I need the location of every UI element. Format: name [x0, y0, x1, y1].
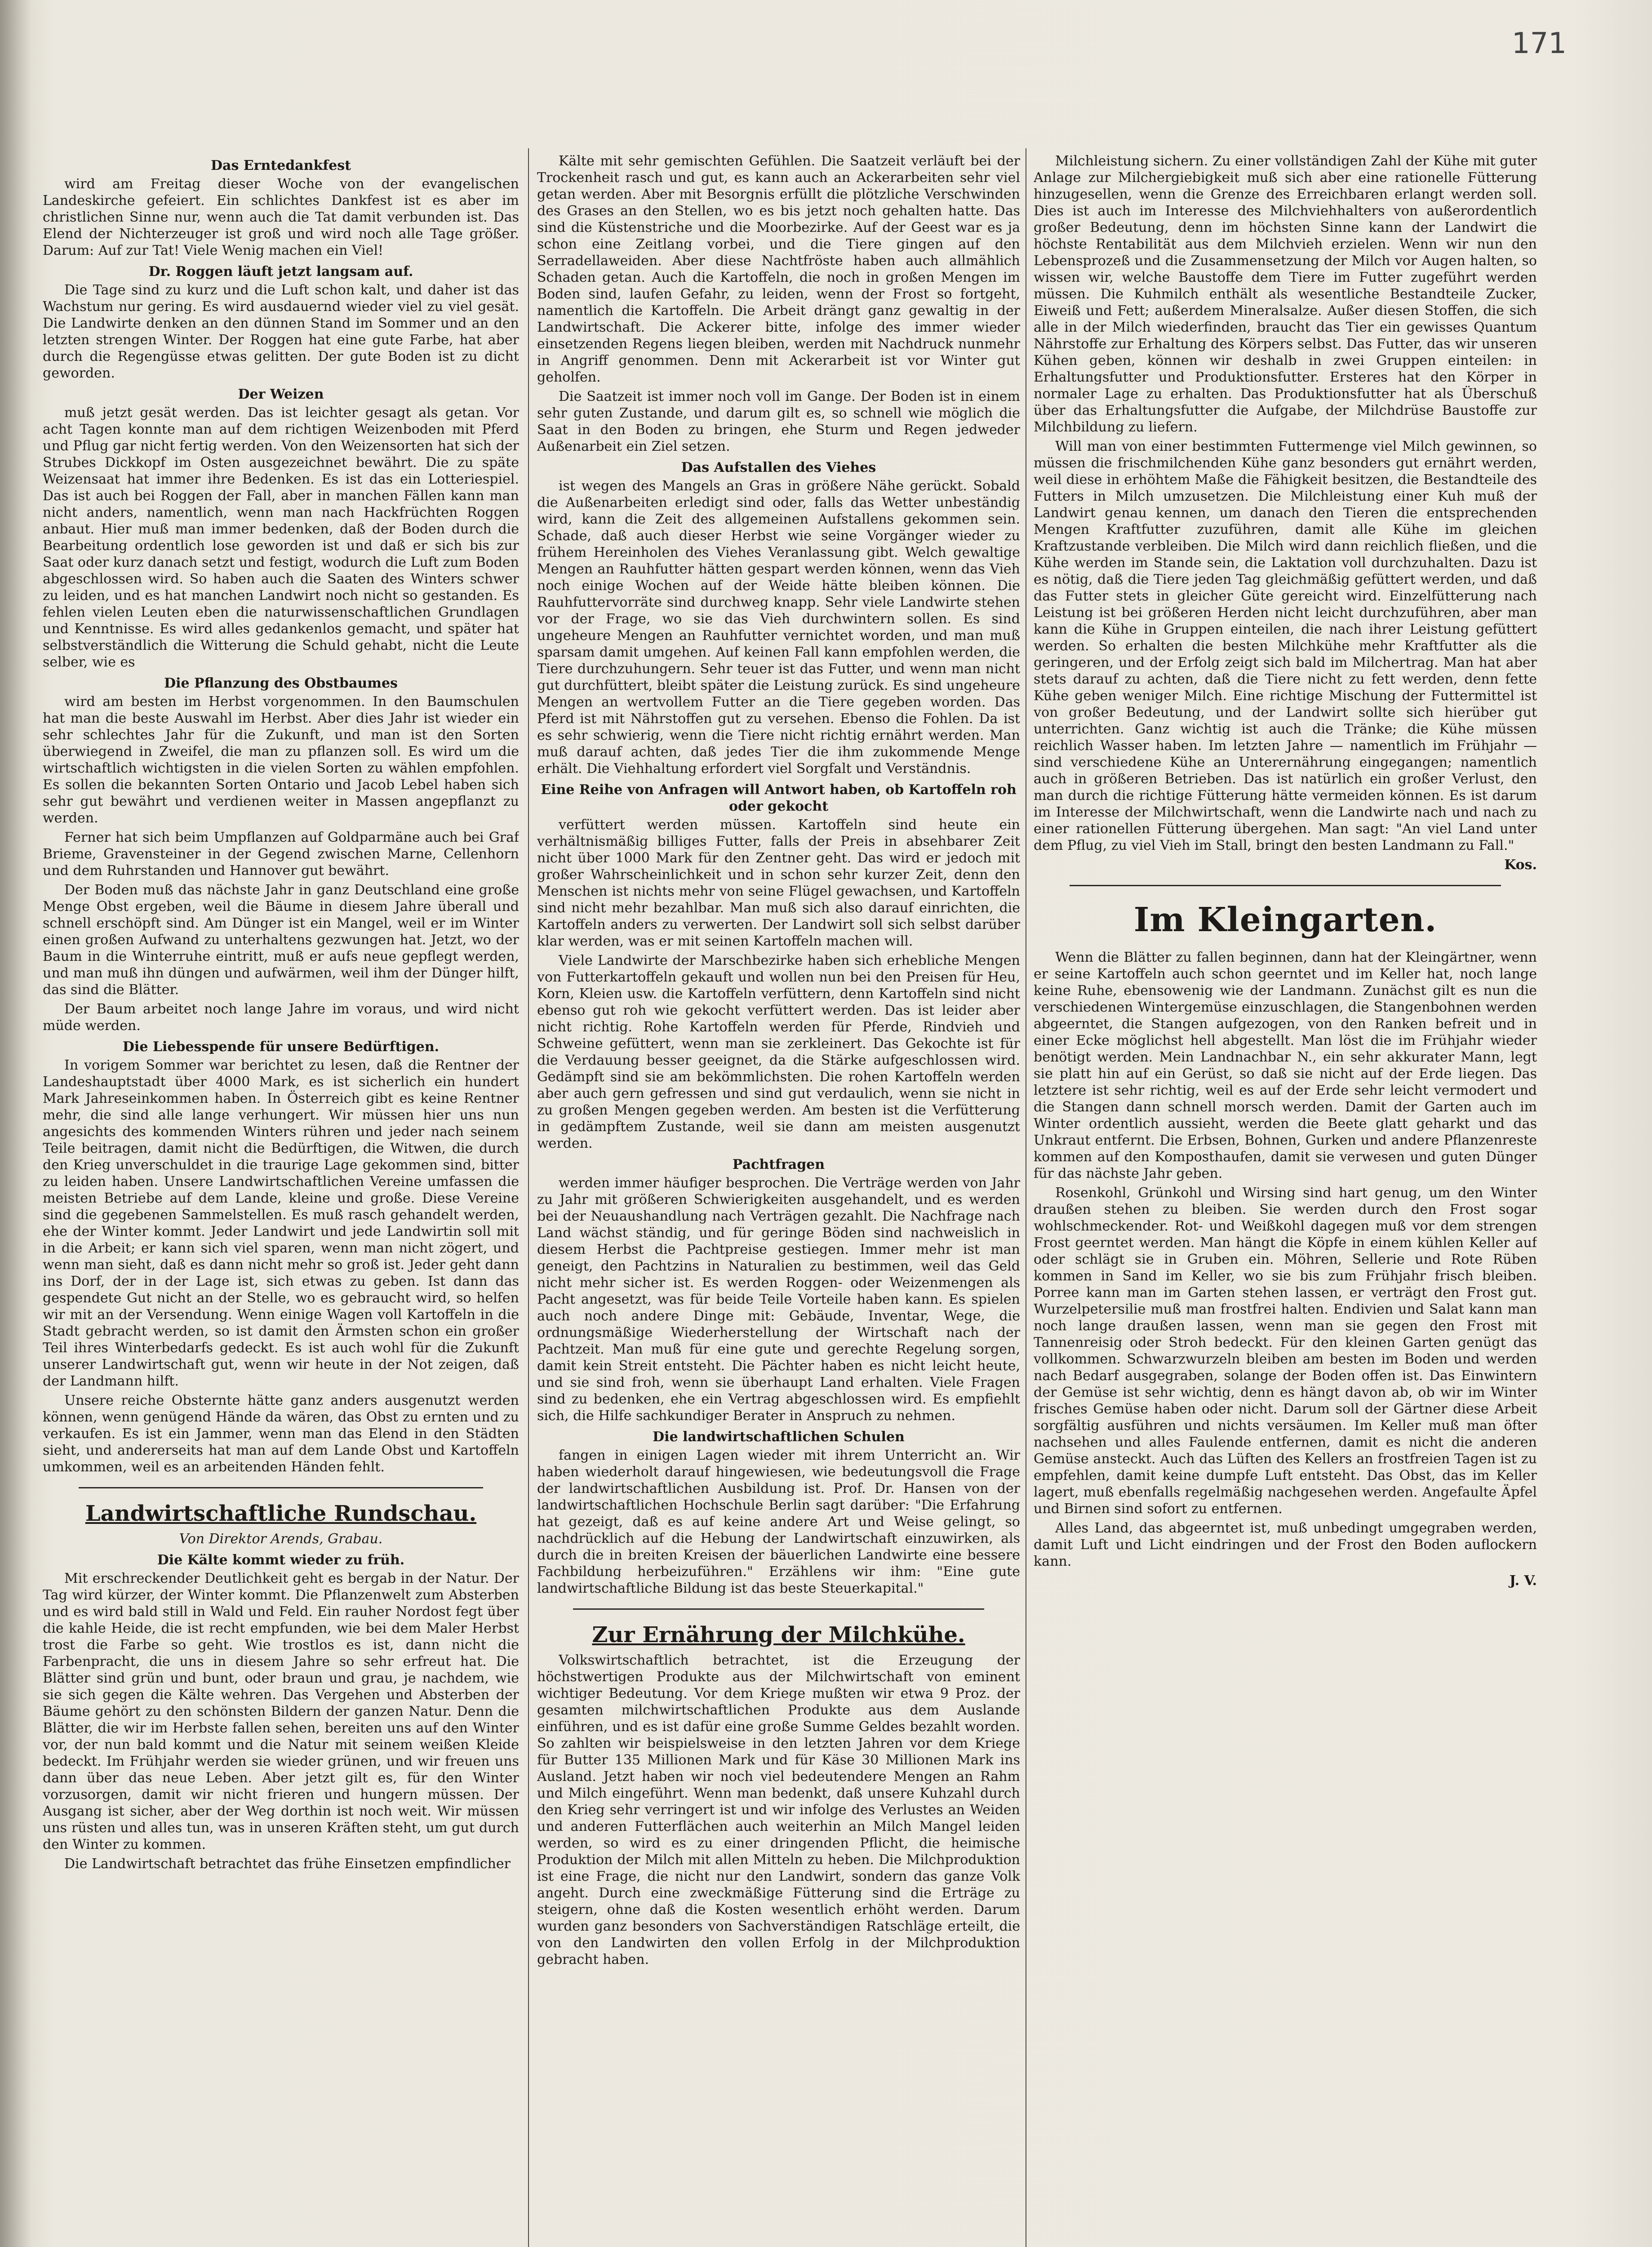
section-heading: Der Weizen: [238, 386, 324, 402]
paragraph: Ferner hat sich beim Umpflanzen auf Goldparmäne auch bei Graf Brieme, Gravensteiner in der Gegend zwischen Marne, Cellenhorn und dem Ruhrstanden und Hannover gut bewährt.: [43, 830, 519, 879]
section-heading: Die Pflanzung des Obstbaumes: [164, 675, 398, 691]
section-heading: Das Erntedankfest: [211, 158, 351, 173]
paragraph: werden immer häufiger besprochen. Die Verträge werden von Jahr zu Jahr mit größeren Schwierigkeiten ausgehandelt, und es werden bei der Neuaushandlung nach Verträgen gezahlt. Die Nachfrage nach Land wächst ständig, und für geringe Böden sind nachweislich in diesem Herbst die Pachtpreise gestiegen. Immer mehr ist man geneigt, den Pachtzins in Naturalien zu bestimmen, weil das Geld nicht mehr sicher ist. Es werden Roggen- oder Weizenmengen als Pacht angesetzt, was für beide Teile Vorteile haben kann. Es spielen auch noch andere Dinge mit: Gebäude, Inventar, Wege, die ordnungsmäßige Wiederherstellung der Wirtschaft nach der Pachtzeit. Man muß für eine gute und gerechte Regelung sorgen, damit kein Streit entsteht. Die Pächter haben es nicht leicht heute, und sie sind froh, wenn sie überhaupt Land erhalten. Viele Fragen sind zu bedenken, ehe ein Vertrag abgeschlossen wird. Es empfiehlt sich, die Hilfe sachkundiger Berater in Anspruch zu nehmen.: [537, 1175, 1020, 1424]
paragraph: Die Landwirtschaft betrachtet das frühe Einsetzen empfindlicher: [64, 1856, 511, 1872]
paragraph: Milchleistung sichern. Zu einer vollständigen Zahl der Kühe mit guter Anlage zur Milchergiebigkeit muß sich aber eine rationelle Fütterung hinzugesellen, wenn die Grenze des Erreichbaren erlangt werden soll. Dies ist auch im Interesse des Milchviehhalters von außerordentlich großer Bedeutung, denn im höchsten Sinne kann der Landwirt die höchste Rentabilität aus dem Milchvieh erzielen. Wenn wir nun den Lebensprozeß und die Zusammensetzung der Milch vor Augen halten, so wissen wir, welche Baustoffe dem Tiere im Futter zugeführt werden müssen. Die Kuhmilch enthält als wesentliche Bestandteile Zucker, Eiweiß und Fett; außerdem Mineralsalze. Außer diesen Stoffen, die sich alle in der Milch wiederfinden, braucht das Tier ein gewisses Quantum Nährstoffe zur Erhaltung des Körpers selbst. Das Futter, das wir unseren Kühen geben, können wir deshalb in zwei Gruppen einteilen: in Erhaltungsfutter und Produktionsfutter. Ersteres hat den Körper in normaler Lage zu erhalten. Das Produktionsfutter hat als Überschuß über das Erhaltungsfutter die Aufgabe, der Milchdrüse Baustoffe zur Milchbildung zu liefern.: [1034, 153, 1537, 435]
paragraph: Viele Landwirte der Marschbezirke haben sich erhebliche Mengen von Futterkartoffeln gekauft und wollen nun bei den Preisen für Heu, Korn, Kleien usw. die Kartoffeln verfüttern, denn Kartoffeln sind nicht ebenso gut roh wie gekocht verfüttert werden. Das ist leider aber nicht richtig. Rohe Kartoffeln werden für Pferde, Rindvieh und Schweine gefüttert, wenn man sie zerkleinert. Das Gekochte ist für die Verdauung besser geeignet, da die Stärke aufgeschlossen wird. Gedämpft sind sie am bekömmlichsten. Die rohen Kartoffeln werden aber auch gern gefressen und sind gut verdaulich, wenn sie nicht in zu großen Mengen gegeben werden. Am besten ist die Verfütterung in gedämpftem Zustande, weil sie dann am meisten ausgenutzt werden.: [537, 953, 1020, 1151]
section-heading: Eine Reihe von Anfragen will Antwort haben, ob Kartoffeln roh oder gekocht: [541, 782, 1017, 814]
paragraph: Der Boden muß das nächste Jahr in ganz Deutschland eine große Menge Obst ergeben, weil die Bäume in diesem Jahre überall und schnell erschöpft sind. Am Dünger ist ein Mangel, weil er im Winter einen großen Aufwand zu unterhaltens gezwungen hat. Jetzt, wo der Baum in die Winterruhe eintritt, muß er aufs neue gepflegt werden, und man muß ihn düngen und aufwärmen, weil ihm der Dünger hilft, das sind die Blätter.: [43, 882, 519, 998]
paragraph: Die Saatzeit ist immer noch voll im Gange. Der Boden ist in einem sehr guten Zustande, und darum gilt es, so schnell wie möglich die Saat in den Boden zu bringen, ehe Sturm und Regen jedweder Außenarbeit ein Ziel setzen.: [537, 389, 1020, 454]
paragraph: Mit erschreckender Deutlichkeit geht es bergab in der Natur. Der Tag wird kürzer, der Winter kommt. Die Pflanzenwelt zum Absterben und es wird bald still in Wald und Feld. Ein rauher Nordost fegt über die kahle Heide, die ist recht empfunden, wie bei dem Maler Herbst trost die Farbe so geht. Wie trostlos es ist, dann nicht die Farbenpracht, die uns in diesem Jahre so sehr erfreut hat. Die Blätter sind grün und bunt, oder braun und grau, je nachdem, wie sie sich gegen die Kälte wehren. Das Vergehen und Absterben der Bäume gehört zu den schönsten Bildern der ganzen Natur. Denn die Blätter, die wir im Herbste fallen sehen, bereiten uns auf den Winter vor, der nun bald kommt und die Natur mit seinem weißen Kleide bedeckt. Im Frühjahr werden sie wieder grünen, und wir freuen uns dann über das neue Leben. Aber jetzt gilt es, für den Winter vorzusorgen, damit wir nicht frieren und hungern müssen. Der Ausgang ist sicher, aber der Weg dorthin ist noch weit. Wir müssen uns rüsten und alles tun, was in unseren Kräften steht, um gut durch den Winter zu kommen.: [43, 1571, 519, 1852]
paragraph: Alles Land, das abgeerntet ist, muß unbedingt umgegraben werden, damit Luft und Licht eindringen und der Frost den Boden auflockern kann.: [1034, 1520, 1537, 1569]
paragraph: wird am Freitag dieser Woche von der evangelischen Landeskirche gefeiert. Ein schlichtes Dankfest ist es aber im christlichen Sinne nur, wenn auch die Tat damit verbunden ist. Das Elend der Nichterzeuger ist groß und wird noch alle Tage größer. Darum: Auf zur Tat! Viele Wenig machen ein Viel!: [43, 176, 519, 258]
paragraph: fangen in einigen Lagen wieder mit ihrem Unterricht an. Wir haben wiederholt darauf hingewiesen, wie bedeutungsvoll die Frage der landwirtschaftlichen Ausbildung ist. Prof. Dr. Hansen von der landwirtschaftlichen Hochschule Berlin sagt darüber: "Die Erfahrung hat gezeigt, daß es auf keine andere Art und Weise gelingt, so nachdrücklich auf die Hebung der Landwirtschaft einzuwirken, als durch die in breiten Kreisen der bäuerlichen Landwirte eine bessere Fachbildung herbeizuführen." Erzählens wir ihm: "Eine gute landwirtschaftliche Bildung ist das beste Steuerkapital.": [537, 1448, 1020, 1596]
column-rule: [528, 148, 529, 2247]
paragraph: muß jetzt gesät werden. Das ist leichter gesagt als getan. Vor acht Tagen konnte man auf dem richtigen Weizenboden mit Pferd und Pflug gar nicht fertig werden. Von den Weizensorten hat sich der Strubes Dickkopf im Osten ausgezeichnet bewährt. Die zu späte Weizensaat hat immer ihre Bedenken. Es ist das ein Lotteriespiel. Das ist auch bei Roggen der Fall, aber in manchen Fällen kann man nicht anders, namentlich, wenn man nach Hackfrüchten Roggen anbaut. Hier muß man immer bedenken, daß der Boden durch die Bearbeitung ordentlich lose geworden ist und daß er sich bis zur Saat oder kurz danach setzt und festigt, wodurch die Luft zum Boden abgeschlossen wird. So haben auch die Saaten des Winters schwer zu leiden, und es hat manchen Landwirt noch nicht so gestanden. Es fehlen vielen Leuten eben die naturwissenschaftlichen Grundlagen und Kenntnisse. Es wird alles gedankenlos gemacht, und später hat selbstverständlich die Witterung die Schuld gehabt, nicht die Leute selber, wie es: [43, 405, 519, 670]
divider: [573, 1608, 984, 1610]
section-heading: Die Kälte kommt wieder zu früh.: [157, 1552, 405, 1568]
section-heading: Dr. Roggen läuft jetzt langsam auf.: [148, 264, 413, 280]
divider: [79, 1487, 483, 1488]
column-3: [1034, 153, 1537, 2247]
byline: Von Direktor Arends, Grabau.: [179, 1531, 383, 1547]
paragraph: ist wegen des Mangels an Gras in größere Nähe gerückt. Sobald die Außenarbeiten erledigt sind oder, falls das Wetter unbeständig wird, kann die Zeit des allgemeinen Aufstallens gekommen sein. Schade, daß auch dieser Herbst wie seine Vorgänger wieder zu frühem Hereinholen des Viehes Veranlassung gibt. Welch gewaltige Mengen an Rauhfutter hätten gespart werden können, wenn das Vieh noch einige Wochen auf der Weide hätte bleiben können. Die Rauhfuttervorräte sind durchweg knapp. Sehr viele Landwirte stehen vor der Frage, wo sie das Vieh durchwintern sollen. Es sind ungeheure Mengen an Rauhfutter vernichtet worden, und man muß sparsam damit umgehen. Auf keinen Fall kann empfohlen werden, die Tiere durchzuhungern. Sehr teuer ist das Futter, und wenn man nicht gut durchfüttert, bleibt später die Leistung zurück. Es sind ungeheure Mengen an wertvollem Futter an die Tiere gegeben worden. Das Pferd ist mit Nährstoffen gut zu versehen. Ebenso die Fohlen. Da ist es sehr schwierig, wenn die Tiere nicht richtig ernährt werden. Man muß darauf achten, daß jedes Tier die ihm zukommende Menge erhält. Die Viehhaltung erfordert viel Sorgfalt und Verständnis.: [537, 478, 1020, 777]
binding-shadow: [0, 0, 31, 2247]
paragraph: wird am besten im Herbst vorgenommen. In den Baumschulen hat man die beste Auswahl im Herbst. Aber dies Jahr ist wieder ein sehr schlechtes Jahr für die Zukunft, und man ist den Sorten überwiegend in Zweifel, die man zu pflanzen soll. Es wird um die wirtschaftlich wichtigsten in die vielen Sorten zu wählen empfohlen. Es sollen die bekannten Sorten Ontario und Jacob Lebel haben sich sehr gut bewährt und verdienen weiter in Massen angepflanzt zu werden.: [43, 694, 519, 826]
paragraph: Kälte mit sehr gemischten Gefühlen. Die Saatzeit verläuft bei der Trockenheit rasch und gut, es kann auch an Ackerarbeiten sehr viel getan werden. Aber mit Besorgnis erfüllt die plötzliche Verschwinden des Grases an den Stellen, wo es bis jetzt noch gehalten hatte. Das sind die Küstenstriche und die Moorbezirke. Auf der Geest war es ja schon eine Zeitlang vorbei, und die Tiere gingen auf den Serradellaweiden. Aber diese Nachtfröste haben auch allmählich Schaden getan. Auch die Kartoffeln, die noch in großen Mengen im Boden sind, laufen Gefahr, zu leiden, wenn der Frost so fortgeht, namentlich die Kartoffeln. Die Arbeit drängt ganz gewaltig in der Landwirtschaft. Die Ackerer bitte, infolge des immer wieder einsetzenden Regens liegen bleiben, werden mit Nachdruck nunmehr in Angriff genommen. Denn mit Ackerarbeit ist vor Winter gut geholfen.: [537, 153, 1020, 385]
article-headline: Landwirtschaftliche Rundschau.: [85, 1501, 477, 1526]
divider: [1070, 885, 1501, 886]
paragraph: Unsere reiche Obsternte hätte ganz anders ausgenutzt werden können, wenn genügend Hände da wären, das Obst zu ernten und zu verkaufen. Es ist ein Jammer, wenn man das Elend in den Städten sieht, und andererseits hat man auf dem Lande Obst und Kartoffeln umkommen, weil es an arbeitenden Händen fehlt.: [43, 1393, 519, 1475]
article-headline: Im Kleingarten.: [1133, 901, 1437, 939]
paragraph: Will man von einer bestimmten Futtermenge viel Milch gewinnen, so müssen die frischmilchenden Kühe ganz besonders gut ernährt werden, weil diese in erhöhtem Maße die Fähigkeit besitzen, die Bestandteile des Futters in Milch umzusetzen. Die Milchleistung einer Kuh muß der Landwirt genau kennen, um danach den Tieren die entsprechenden Mengen Kraftfutter zuzuführen, damit alle Kühe im gleichen Kraftzustande verbleiben. Die Milch wird dann reichlich fließen, und die Kühe werden im Stande sein, die Laktation voll durchzuhalten. Dazu ist es nötig, daß die Tiere jeden Tag gleichmäßig gefüttert werden, und daß das Futter stets in gleicher Güte gereicht wird. Einzelfütterung nach Leistung ist bei größeren Herden nicht leicht durchzuführen, aber man kann die Kühe in Gruppen einteilen, die nach ihrer Leistung gefüttert werden. So erhalten die besten Milchkühe mehr Kraftfutter als die geringeren, und der Erfolg zeigt sich bald im Milchertrag. Man hat aber stets darauf zu achten, daß die Tiere nicht zu fett werden, denn fette Kühe geben weniger Milch. Eine richtige Mischung der Futtermittel ist von großer Bedeutung, und der Landwirt sollte sich hierüber gut unterrichten. Ganz wichtig ist auch die Tränke; die Kühe müssen reichlich Wasser haben. Im letzten Jahre — namentlich im Frühjahr — sind verschiedene Kühe an Unterernährung eingegangen; namentlich auch in größeren Betrieben. Das ist natürlich ein großer Verlust, den man durch die richtige Fütterung hätte vermeiden können. Es ist darum im Interesse der Milchwirtschaft, wenn die Landwirte nach und nach zu einer rationellen Fütterung übergehen. Man sagt: "An viel Land unter dem Pflug, zu viel Vieh im Stall, bringt den besten Landmann zu Fall.": [1034, 439, 1537, 853]
paragraph: verfüttert werden müssen. Kartoffeln sind heute ein verhältnismäßig billiges Futter, falls der Preis in absehbarer Zeit nicht über 1000 Mark für den Zentner geht. Das wird er jedoch mit großer Wahrscheinlichkeit und in schon sehr kurzer Zeit, denn den Menschen ist nichts mehr von seine Flügel gewachsen, und Kartoffeln sind nicht mehr bezahlbar. Man muß sich also darauf einrichten, die Kartoffeln anders zu verwerten. Der Landwirt soll sich selbst darüber klar werden, was er mit seinen Kartoffeln machen will.: [537, 817, 1020, 949]
paragraph: Die Tage sind zu kurz und die Luft schon kalt, und daher ist das Wachstum nur gering. Es wird ausdauernd wieder viel zu viel gesät. Die Landwirte denken an den dünnen Stand im Sommer und an den letzten strengen Winter. Der Roggen hat eine gute Farbe, hat aber durch die Regengüsse etwas gelitten. Der gute Boden ist zu dicht geworden.: [43, 282, 519, 381]
paragraph: Rosenkohl, Grünkohl und Wirsing sind hart genug, um den Winter draußen stehen zu bleiben. Sie werden durch den Frost sogar wohlschmeckender. Rot- und Weißkohl dagegen muß vor dem strengen Frost geerntet werden. Man hängt die Köpfe in einem kühlen Keller auf oder schlägt sie in Gruben ein. Möhren, Sellerie und Rote Rüben kommen in Sand im Keller, wo sie bis zum Frühjahr frisch bleiben. Porree kann man im Garten stehen lassen, er verträgt den Frost gut. Wurzelpetersilie muß man frostfrei halten. Endivien und Salat kann man noch lange draußen lassen, wenn man sie gegen den Frost mit Tannenreisig oder Stroh bedeckt. Für den kleinen Garten genügt das vollkommen. Schwarzwurzeln bleiben am besten im Boden und werden nach Bedarf ausgegraben, solange der Boden offen ist. Das Einwintern der Gemüse ist sehr wichtig, denn es hängt davon ab, ob wir im Winter frisches Gemüse haben oder nicht. Darum soll der Gärtner diese Arbeit sorgfältig ausführen und nichts versäumen. Im Keller muß man öfter nachsehen und alles Faulende entfernen, damit es nicht die anderen Gemüse ansteckt. Auch das Lüften des Kellers an frostfreien Tagen ist zu empfehlen, damit keine dumpfe Luft entsteht. Das Obst, das im Keller lagert, muß ebenfalls regelmäßig nachgesehen werden. Angefaulte Äpfel und Birnen sind sofort zu entfernen.: [1034, 1185, 1537, 1517]
section-heading: Die landwirtschaftlichen Schulen: [653, 1429, 905, 1445]
column-1: [43, 153, 519, 2247]
paragraph: Wenn die Blätter zu fallen beginnen, dann hat der Kleingärtner, wenn er seine Kartoffeln auch schon geerntet und im Keller hat, noch lange keine Ruhe, ebensowenig wie der Landmann. Zunächst gilt es nun die verschiedenen Wintergemüse einzuschlagen, die Stangenbohnen werden abgeerntet, die Stangen aufgezogen, von den Ranken befreit und in einer Ecke möglichst hell abgestellt. Man löst die im Frühjahr wieder benötigt werden. Mein Landnachbar N., ein sehr akkurater Mann, legt sie platt hin auf ein Gerüst, so daß sie nicht auf der Erde liegen. Das letztere ist sehr richtig, weil es auf der Erde sehr leicht vermodert und die Stangen dann schnell morsch werden. Damit der Garten auch im Winter ordentlich aussieht, werden die Beete glatt geharkt und das Unkraut entfernt. Die Erbsen, Bohnen, Gurken und andere Pflanzenreste kommen auf den Komposthaufen, damit sie verwesen und guten Dünger für das nächste Jahr geben.: [1034, 950, 1537, 1181]
paragraph: In vorigem Sommer war berichtet zu lesen, daß die Rentner der Landeshauptstadt über 4000 Mark, es ist sicherlich ein hundert Mark Jahreseinkommen haben. In Österreich gibt es keine Rentner mehr, die sind alle lange verhungert. Wir müssen hier uns nun angesichts des kommenden Winters rühren und jeder nach seinem Teile beitragen, damit nicht die Bedürftigen, die Witwen, die durch den Krieg unverschuldet in die traurige Lage gekommen sind, bitter zu leiden haben. Unsere Landwirtschaftlichen Vereine umfassen die meisten Betriebe auf dem Lande, kleine und große. Diese Vereine sind die gegebenen Sammelstellen. Es muß rasch gehandelt werden, ehe der Winter kommt. Jeder Landwirt und jede Landwirtin soll mit in die Arbeit; er kann sich viel sparen, wenn man nicht zögert, und wenn man sieht, daß es dann nicht mehr so groß ist. Jeder geht dann ins Dorf, der in der Lage ist, sich etwas zu geben. Ist dann das gespendete Gut nicht an der Stelle, wo es gebraucht wird, so helfen wir mit an der Versendung. Wenn einige Wagen voll Kartoffeln in die Stadt gebracht werden, so ist damit den Ärmsten schon ein großer Teil ihres Winterbedarfs gedeckt. Es ist auch wohl für die Zukunft unserer Landwirtschaft gut, wenn wir heute in der Not zeigen, daß der Landmann hilft.: [43, 1057, 519, 1389]
paragraph: Der Baum arbeitet noch lange Jahre im voraus, und wird nicht müde werden.: [43, 1001, 519, 1034]
section-heading: Das Aufstallen des Viehes: [681, 460, 876, 475]
column-2: [537, 153, 1020, 2247]
section-heading: Die Liebesspende für unsere Bedürftigen.: [122, 1039, 440, 1055]
paragraph: Volkswirtschaftlich betrachtet, ist die Erzeugung der höchstwertigen Produkte aus der Milchwirtschaft von eminent wichtiger Bedeutung. Vor dem Kriege mußten wir etwa 9 Proz. der gesamten milchwirtschaftlichen Produkte aus dem Auslande einführen, und es ist dafür eine große Summe Geldes bezahlt worden. So zahlten wir beispielsweise in den letzten Jahren vor dem Kriege für Butter 135 Millionen Mark und für Käse 30 Millionen Mark ins Ausland. Jetzt haben wir noch viel bedeutendere Mengen an Rahm und Milch eingeführt. Wenn man bedenkt, daß unsere Kuhzahl durch den Krieg sehr verringert ist und wir infolge des Verlustes an Weiden und anderen Futterflächen auch weiterhin an Milch Mangel leiden werden, so wird es zu einer dringenden Pflicht, die heimische Produktion der Milch mit allen Mitteln zu heben. Die Milchproduktion ist eine Frage, die nicht nur den Landwirt, sondern das ganze Volk angeht. Durch eine zweckmäßige Fütterung sind die Erträge zu steigern, ohne daß die Kosten wesentlich erhöht werden. Darum wurden ganz besonders von Sachverständigen Ratschläge erteilt, die von den Landwirten den vollen Erfolg in der Milchproduktion gebracht haben.: [537, 1652, 1020, 1967]
page-number: 171: [1511, 27, 1567, 60]
article-headline: Zur Ernährung der Milchkühe.: [592, 1622, 965, 1648]
signature: J. V.: [1509, 1573, 1537, 1589]
signature: Kos.: [1504, 857, 1537, 873]
section-heading: Pachtfragen: [732, 1157, 825, 1172]
